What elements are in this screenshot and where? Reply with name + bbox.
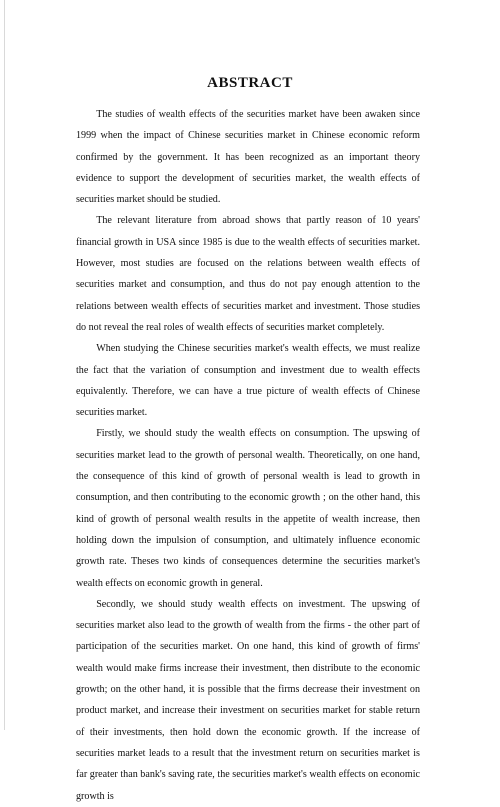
abstract-body xyxy=(76,104,420,807)
abstract-paragraph-2: The relevant literature from abroad shows that partly reason of 10 years' financial growth in USA since 1985 is due to the wealth effects of securities market. However, most studies are focused on the relations between wealth effects of securities market and consumption, and thus do not pay enough attention to the relations between wealth effects of securities market and investment. Those studies do not reveal the real roles of wealth effects of securities market completely. xyxy=(76,215,420,333)
abstract-paragraph-4: Firstly, we should study the wealth effects on consumption. The upswing of securities market lead to the growth of personal wealth. Theoretically, on one hand, the consequence of this kind of growth of personal wealth is lead to growth in consumption, and then contributing to the economic growth ; on the other hand, this kind of growth of personal wealth results in the appetite of wealth increase, then holding down the impulsion of consumption, and ultimately influence economic growth rate. Theses two kinds of consequences determine the securities market's wealth effects on economic growth in general. xyxy=(76,428,420,589)
abstract-title: ABSTRACT xyxy=(207,75,293,91)
abstract-paragraph-3: When studying the Chinese securities market's wealth effects, we must realize the fact that the variation of consumption and investment due to wealth effects equivalently. Therefore, we can have a true picture of wealth effects of Chinese securities market. xyxy=(76,343,420,419)
abstract-paragraph-1: The studies of wealth effects of the securities market have been awaken since 1999 when the impact of Chinese securities market in Chinese economic reform confirmed by the government. It has been recognized as an important theory evidence to support the development of securities market, the wealth effects of securities market should be studied. xyxy=(76,109,420,206)
page-edge-line xyxy=(4,0,5,730)
abstract-paragraph-5: Secondly, we should study wealth effects on investment. The upswing of securities market also lead to the growth of wealth from the firms - the other part of participation of the securities market. On one hand, this kind of growth of firms' wealth would make firms increase their investment, then distribute to the economic growth; on the other hand, it is possible that the firms decrease their investment on product market, and increase their investment on securities market for stable return of their investments, then hold down the economic growth. If the increase of securities market leads to a result that the investment return on securities market is far greater than bank's saving rate, the securities market's wealth effects on economic growth is xyxy=(76,598,420,802)
